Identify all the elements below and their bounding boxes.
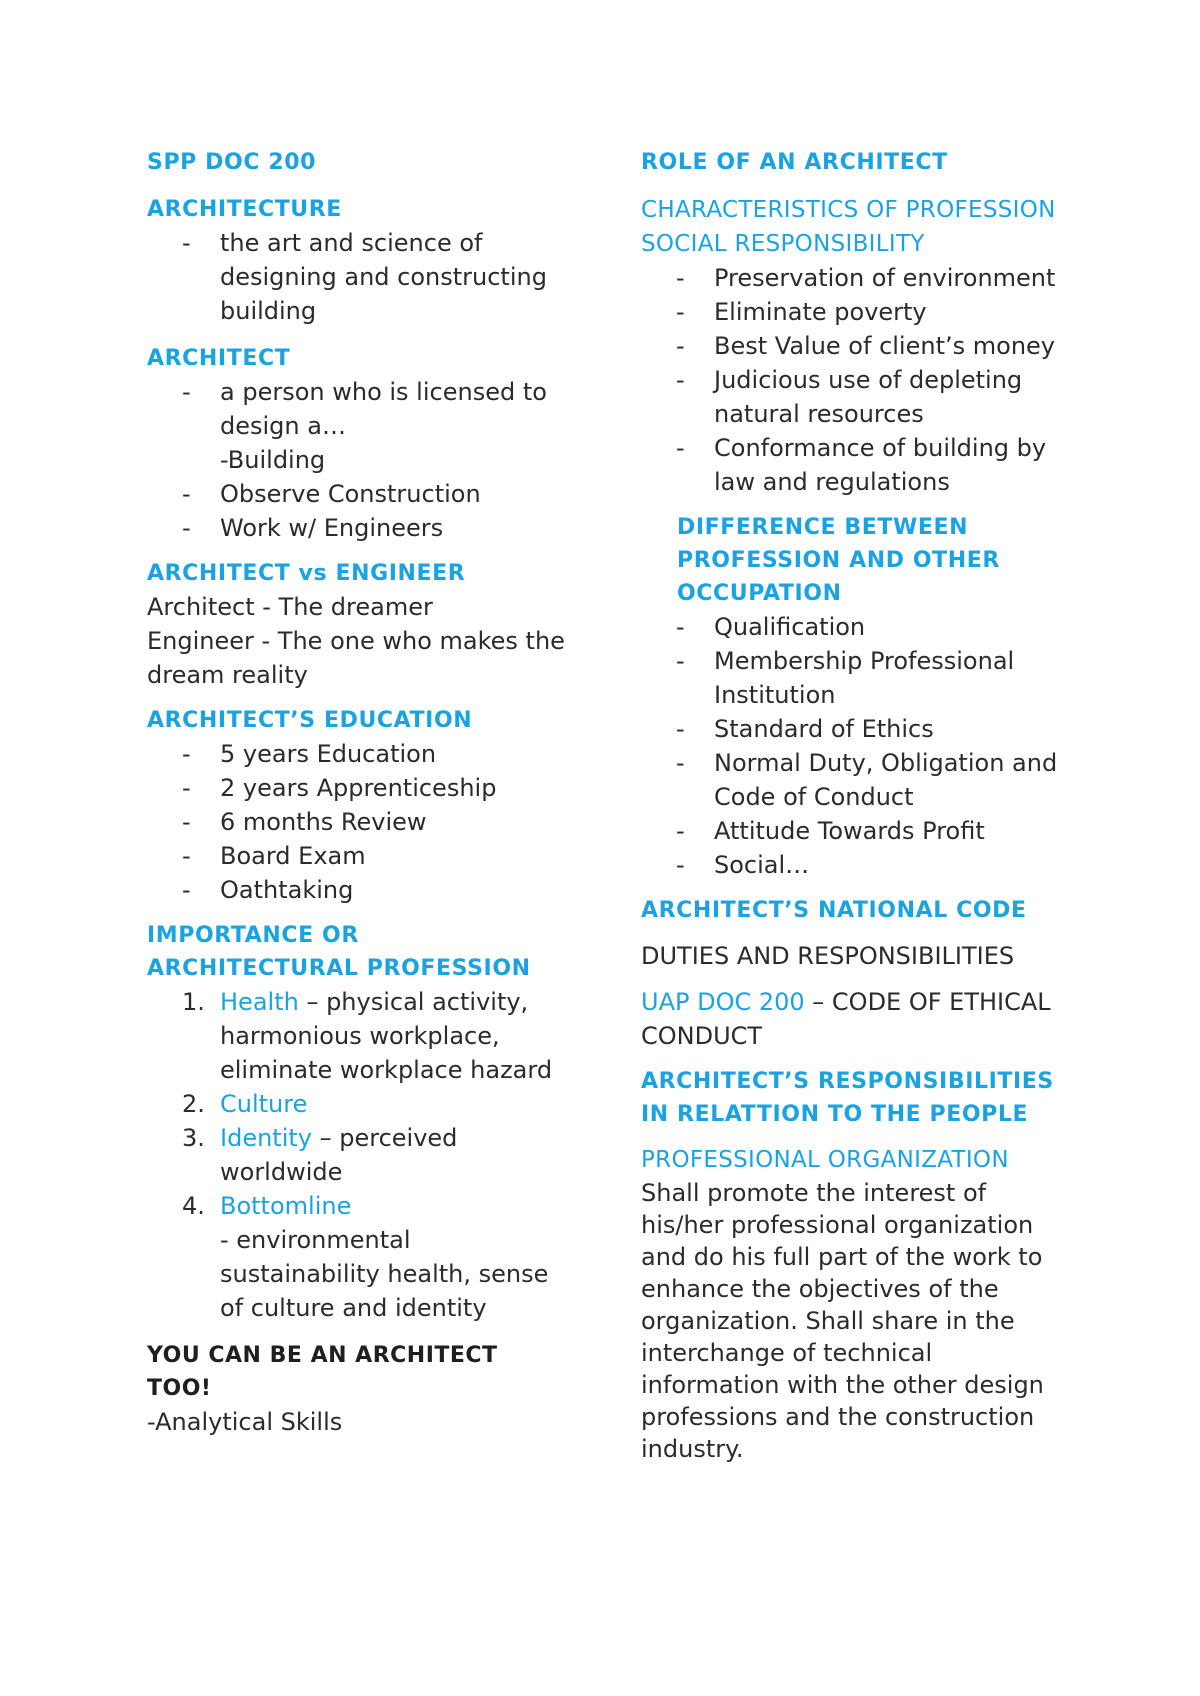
characteristics-subheading: CHARACTERISTICS OF PROFESSION	[641, 197, 1056, 223]
education-heading: ARCHITECT’S EDUCATION	[147, 708, 473, 733]
left-column	[147, 146, 567, 1439]
list-item: - Social…	[641, 848, 1071, 882]
list-item: 4. Bottomline - environmental sustainability health, sense of culture and identity	[182, 1192, 549, 1322]
architect-heading: ARCHITECT	[147, 346, 291, 371]
doc-title: SPP DOC 200	[147, 150, 317, 175]
list-item: - Observe Construction	[147, 477, 567, 511]
list-item: 2. Culture	[182, 1090, 308, 1118]
list-item: - Judicious use of depleting natural resources	[641, 363, 1071, 431]
people-heading: ARCHITECT’S RESPONSIBILITIES IN RELATTION TO THE PEOPLE	[641, 1069, 1054, 1127]
duties-line: DUTIES AND RESPONSIBILITIES	[641, 942, 1015, 970]
right-column	[641, 146, 1071, 1465]
list-item: - a person who is licensed to design a… -Building	[147, 375, 567, 477]
list-item: - Oathtaking	[147, 873, 567, 907]
social-list	[641, 261, 1071, 499]
importance-list	[147, 985, 567, 1325]
list-item: - 2 years Apprenticeship	[147, 771, 567, 805]
list-item: - Work w/ Engineers	[147, 511, 567, 545]
list-item: 3. Identity – perceived worldwide	[182, 1124, 458, 1186]
organization-paragraph: Shall promote the interest of his/her professional organization and do his full part of the work to enhance the objectives of the organization. Shall share in the interchange of technical information with the other design professions and the construction industry.	[641, 1179, 1044, 1463]
list-item: - Standard of Ethics	[641, 712, 1071, 746]
vs-line-engineer: Engineer - The one who makes the dream reality	[147, 627, 565, 689]
importance-heading: IMPORTANCE OR ARCHITECTURAL PROFESSION	[147, 923, 531, 981]
too-heading: YOU CAN BE AN ARCHITECT TOO!	[147, 1343, 498, 1401]
role-heading: ROLE OF AN ARCHITECT	[641, 150, 948, 175]
social-subheading: SOCIAL RESPONSIBILITY	[641, 231, 925, 257]
list-item: - Attitude Towards Profit	[641, 814, 1071, 848]
education-list	[147, 737, 567, 907]
architecture-list	[147, 226, 567, 328]
uap-line: UAP DOC 200 – CODE OF ETHICAL CONDUCT	[641, 988, 1051, 1050]
difference-list	[641, 610, 1071, 882]
too-line: -Analytical Skills	[147, 1408, 343, 1436]
list-item: 1. Health – physical activity, harmonious workplace, eliminate workplace hazard	[182, 988, 553, 1084]
list-item: - Eliminate poverty	[641, 295, 1071, 329]
list-item: - Normal Duty, Obligation and Code of Conduct	[641, 746, 1071, 814]
list-item: - Membership Professional Institution	[641, 644, 1071, 712]
sub-line: -Building	[220, 446, 326, 474]
list-item: - the art and science of designing and constructing building	[147, 226, 567, 328]
architect-list	[147, 375, 567, 545]
national-code-heading: ARCHITECT’S NATIONAL CODE	[641, 898, 1027, 923]
list-item: - 6 months Review	[147, 805, 567, 839]
difference-heading: DIFFERENCE BETWEEN PROFESSION AND OTHER OCCUPATION	[677, 515, 1000, 606]
list-item: - Board Exam	[147, 839, 567, 873]
list-item: - Preservation of environment	[641, 261, 1071, 295]
vs-heading: ARCHITECT vs ENGINEER	[147, 561, 466, 586]
list-item: - Conformance of building by law and regulations	[641, 431, 1071, 499]
list-item: - Qualification	[641, 610, 1071, 644]
organization-subheading: PROFESSIONAL ORGANIZATION	[641, 1147, 1009, 1173]
bottomline-detail: - environmental sustainability health, sense of culture and identity	[220, 1226, 549, 1322]
list-item: - Best Value of client’s money	[641, 329, 1071, 363]
list-item: - 5 years Education	[147, 737, 567, 771]
architecture-heading: ARCHITECTURE	[147, 197, 342, 222]
vs-line-architect: Architect - The dreamer	[147, 593, 433, 621]
